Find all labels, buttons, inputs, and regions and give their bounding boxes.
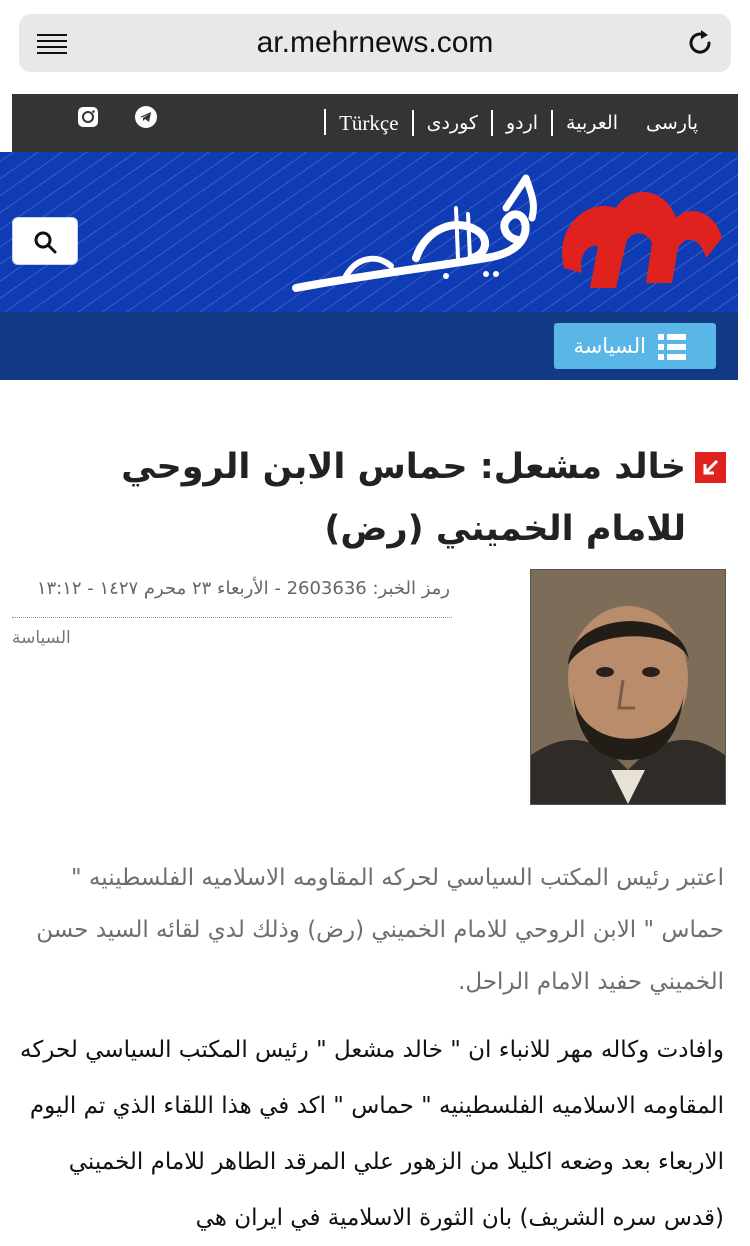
search-icon	[33, 230, 57, 254]
telegram-icon[interactable]	[134, 105, 158, 129]
reload-icon[interactable]	[685, 28, 715, 58]
article-body: وافادت وكاله مهر للانباء ان " خالد مشعل " رئيس المكتب السياسي لحركه المقاومه الاسلاميه الفلسطينيه " حماس " اكد في هذا اللقاء الذي تم اليوم الاربعاء بعد وضعه اكليلا من الزهور علي المرقد الطاهر للامام الخميني (قدس سره الشريف) بان الثورة الاسلامية في ايران هي	[20, 1037, 724, 1231]
article-arrow-icon	[695, 452, 726, 483]
mehr-logo[interactable]	[286, 158, 726, 308]
list-icon	[658, 334, 686, 360]
article-lead: اعتبر رئيس المكتب السياسي لحركه المقاومه الاسلاميه الفلسطينيه " حماس " الابن الروحي للامام الخميني (رض) وذلك لدي لقائه السيد حسن الخميني حفيد الامام الراحل.	[36, 865, 724, 995]
meta-divider	[12, 617, 452, 618]
category-bar	[0, 312, 738, 380]
instagram-icon[interactable]	[76, 105, 100, 129]
article-section-tag[interactable]: السياسة	[12, 628, 71, 648]
category-label: السياسة	[573, 334, 646, 358]
lang-link-urdu[interactable]: اردو	[492, 112, 552, 134]
language-list	[325, 94, 712, 152]
lang-link-kurdish[interactable]: کوردی	[413, 112, 492, 134]
site-banner	[0, 152, 738, 312]
category-button[interactable]	[554, 323, 716, 369]
lang-link-persian[interactable]: پارسی	[645, 112, 698, 134]
search-button[interactable]	[12, 217, 78, 265]
lang-link-turkish[interactable]: Türkçe	[325, 111, 412, 136]
article-meta: رمز الخبر: 2603636 - الأربعاء ٢٣ محرم ١٤٢٧ - ١٣:١٢	[36, 578, 450, 599]
article-title: خالد مشعل: حماس الابن الروحي للامام الخميني (رض)	[121, 447, 686, 549]
url-text[interactable]: ar.mehrnews.com	[256, 26, 494, 59]
lang-link-arabic[interactable]: العربية	[552, 112, 632, 134]
article-photo[interactable]	[530, 569, 726, 805]
address-bar[interactable]	[19, 14, 731, 72]
top-language-nav	[12, 94, 738, 152]
